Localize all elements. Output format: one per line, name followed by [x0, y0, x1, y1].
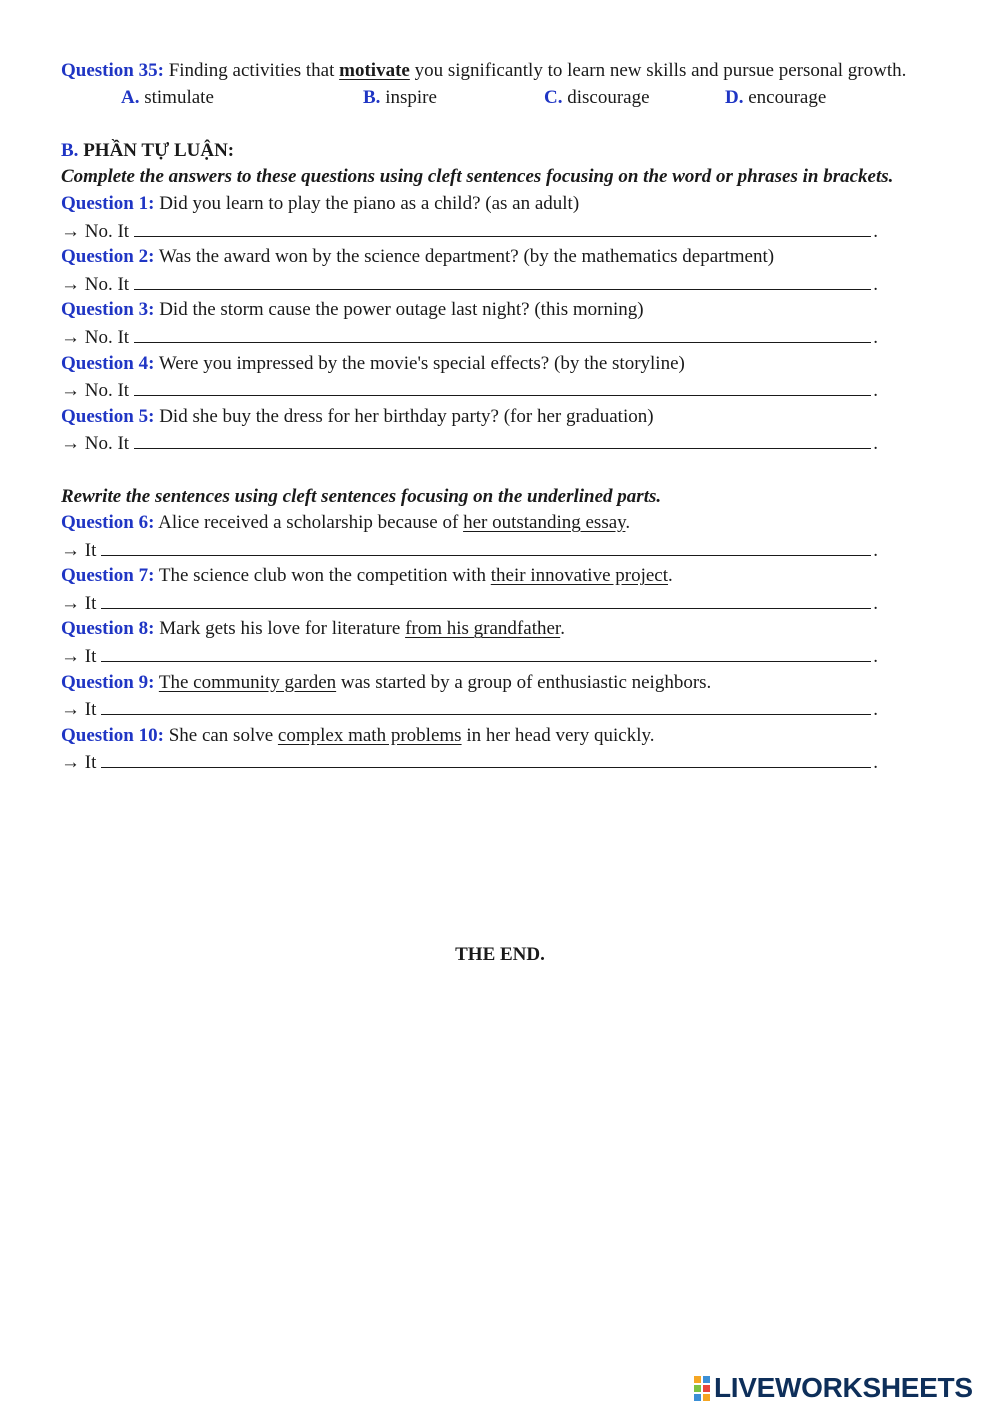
answer-input[interactable]	[101, 643, 871, 662]
question-35-options	[61, 85, 941, 112]
instruction-1: Complete the answers to these questions using cleft sentences focusing on the word or phrases in brackets.	[61, 166, 894, 188]
answer-line: → No. It .	[61, 324, 878, 351]
answer-input[interactable]	[134, 218, 871, 237]
answer-line: → It .	[61, 643, 878, 670]
worksheet-page	[61, 58, 941, 776]
the-end: THE END.	[455, 944, 545, 965]
part2-list	[61, 510, 941, 776]
answer-line: → It .	[61, 590, 878, 617]
option-d[interactable]: D. encourage	[725, 86, 827, 108]
question-label: Question 35:	[61, 60, 164, 81]
logo-icon	[694, 1376, 710, 1401]
logo-text: LIVEWORKSHEETS	[714, 1372, 973, 1403]
answer-input[interactable]	[101, 749, 871, 768]
question-item: Question 2: Was the award won by the science department? (by the mathematics department) → No. It .	[61, 244, 941, 297]
question-keyword: motivate	[339, 60, 410, 81]
part1-list	[61, 191, 941, 457]
answer-input[interactable]	[101, 537, 871, 556]
answer-line: → No. It .	[61, 377, 878, 404]
question-item: Question 9: The community garden was started by a group of enthusiastic neighbors. → It .	[61, 670, 941, 723]
answer-line: → It .	[61, 749, 878, 776]
option-b[interactable]: B. inspire	[363, 86, 437, 108]
answer-input[interactable]	[101, 590, 871, 609]
answer-line: → No. It .	[61, 430, 878, 457]
answer-line: → No. It .	[61, 218, 878, 245]
question-text: you significantly to learn new skills and pursue personal growth.	[414, 60, 907, 81]
question-item: Question 7: The science club won the competition with their innovative project. → It .	[61, 563, 941, 616]
question-item: Question 1: Did you learn to play the piano as a child? (as an adult) → No. It .	[61, 191, 941, 244]
question-item: Question 3: Did the storm cause the power outage last night? (this morning) → No. It .	[61, 297, 941, 350]
section-heading: B. PHẦN TỰ LUẬN:	[61, 139, 235, 161]
answer-input[interactable]	[101, 696, 871, 715]
question-35	[61, 58, 941, 85]
option-a[interactable]: A. stimulate	[121, 86, 214, 108]
answer-input[interactable]	[134, 271, 871, 290]
answer-line: → No. It .	[61, 271, 878, 298]
answer-input[interactable]	[134, 430, 871, 449]
section-title: PHẦN TỰ LUẬN:	[83, 139, 235, 161]
answer-input[interactable]	[134, 324, 871, 343]
question-item: Question 4: Were you impressed by the movie's special effects? (by the storyline) → No. It .	[61, 351, 941, 404]
question-item: Question 8: Mark gets his love for literature from his grandfather. → It .	[61, 616, 941, 669]
option-c[interactable]: C. discourage	[544, 86, 650, 108]
answer-line: → It .	[61, 696, 878, 723]
question-item: Question 6: Alice received a scholarship because of her outstanding essay. → It .	[61, 510, 941, 563]
liveworksheets-logo	[694, 1372, 973, 1404]
answer-line: → It .	[61, 537, 878, 564]
instruction-2: Rewrite the sentences using cleft sentences focusing on the underlined parts.	[61, 485, 662, 507]
answer-input[interactable]	[134, 377, 871, 396]
question-item: Question 5: Did she buy the dress for her birthday party? (for her graduation) → No. It .	[61, 404, 941, 457]
question-text: Finding activities that	[168, 60, 335, 81]
question-item: Question 10: She can solve complex math problems in her head very quickly. → It .	[61, 723, 941, 776]
